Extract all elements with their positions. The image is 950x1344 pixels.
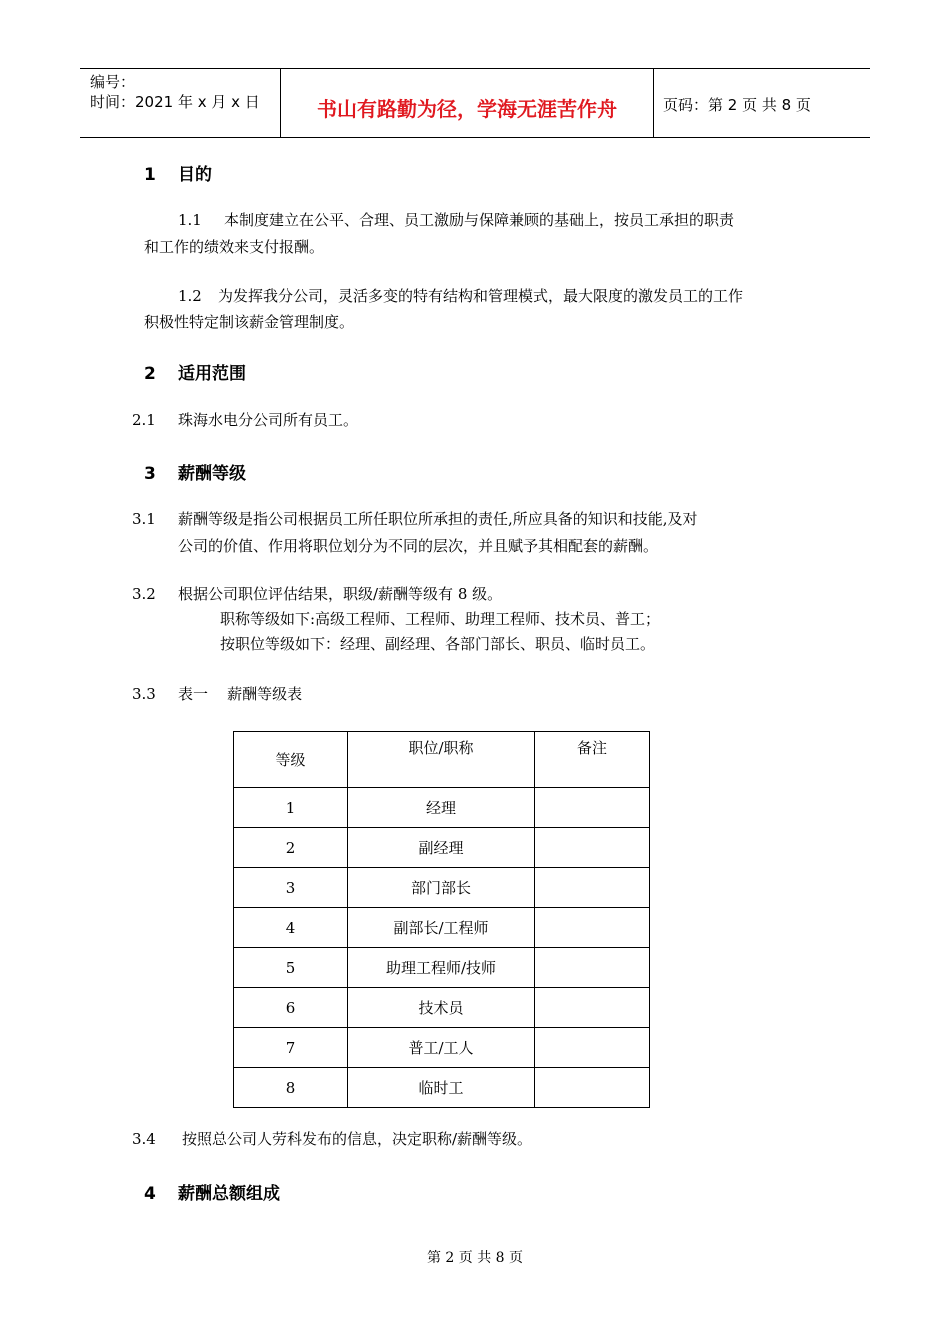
- header-position: 职位/职称: [348, 732, 535, 788]
- table-row: [234, 828, 650, 868]
- header-note: 备注: [535, 732, 650, 788]
- para-number: 3.1: [132, 510, 156, 528]
- table-row: [234, 908, 650, 948]
- position-cell: 经理: [348, 788, 535, 828]
- position-cell: 部门部长: [348, 868, 535, 908]
- table-caption: 表一 薪酬等级表: [178, 685, 303, 703]
- table-row: [234, 988, 650, 1028]
- note-cell: [535, 828, 650, 868]
- para-text: 珠海水电分公司所有员工。: [178, 411, 359, 429]
- grade-cell: 7: [234, 1028, 348, 1068]
- note-cell: [535, 948, 650, 988]
- date-line: 时间：2021 年 x 月 x 日: [90, 93, 260, 111]
- section-2-heading: [144, 359, 246, 384]
- salary-grade-table: [233, 731, 650, 1108]
- note-cell: [535, 1068, 650, 1108]
- para-3-1: [132, 509, 698, 529]
- para-3-4: [132, 1129, 532, 1149]
- document-header: [80, 68, 870, 138]
- grade-cell: 2: [234, 828, 348, 868]
- note-cell: [535, 868, 650, 908]
- grade-cell: 4: [234, 908, 348, 948]
- para-3-2-line3: 按职位等级如下：经理、副经理、各部门部长、职员、临时员工。: [220, 635, 656, 653]
- note-cell: [535, 1028, 650, 1068]
- table-row: [234, 788, 650, 828]
- table-row: [234, 948, 650, 988]
- position-cell: 助理工程师/技师: [348, 948, 535, 988]
- para-number: 3.2: [132, 585, 156, 603]
- grade-cell: 8: [234, 1068, 348, 1108]
- grade-cell: 5: [234, 948, 348, 988]
- header-meta-cell: [80, 69, 280, 137]
- para-number: 3.3: [132, 685, 156, 703]
- section-title: 目的: [178, 165, 212, 185]
- para-text: 为发挥我分公司，灵活多变的特有结构和管理模式，最大限度的激发员工的工作: [218, 287, 744, 305]
- page-footer: 第 2 页 共 8 页: [426, 1250, 524, 1266]
- section-title: 薪酬总额组成: [178, 1184, 280, 1204]
- position-cell: 临时工: [348, 1068, 535, 1108]
- para-1-1: [178, 210, 734, 230]
- table-header-row: [234, 732, 650, 788]
- header-motto-cell: [280, 69, 654, 137]
- para-3-3: [132, 684, 302, 704]
- section-title: 适用范围: [178, 364, 246, 384]
- note-cell: [535, 988, 650, 1028]
- table-row: [234, 1068, 650, 1108]
- para-number: 1.1: [178, 211, 202, 229]
- header-page-cell: [653, 69, 870, 137]
- para-3-1-cont: 公司的价值、作用将职位划分为不同的层次，并且赋予其相配套的薪酬。: [178, 537, 659, 555]
- para-number: 3.4: [132, 1130, 156, 1148]
- section-4-heading: [144, 1179, 280, 1204]
- para-text: 根据公司职位评估结果，职级/薪酬等级有 8 级。: [178, 585, 503, 603]
- para-3-2: [132, 584, 502, 604]
- position-cell: 副部长/工程师: [348, 908, 535, 948]
- para-text: 本制度建立在公平、合理、员工激励与保障兼顾的基础上，按员工承担的职责: [224, 211, 735, 229]
- para-text: 薪酬等级是指公司根据员工所任职位所承担的责任,所应具备的知识和技能,及对: [178, 510, 698, 528]
- motto: 书山有路勤为径，学海无涯苦作舟: [317, 97, 617, 121]
- section-number: 1: [144, 165, 156, 185]
- code-label: 编号：: [90, 73, 136, 91]
- para-3-2-line2: 职称等级如下:高级工程师、工程师、助理工程师、技术员、普工；: [220, 610, 661, 628]
- para-2-1: [132, 410, 358, 430]
- para-1-2-cont: 积极性特定制该薪金管理制度。: [144, 313, 355, 331]
- section-number: 3: [144, 464, 156, 484]
- para-number: 1.2: [178, 287, 202, 305]
- section-number: 4: [144, 1184, 156, 1204]
- para-1-1-cont: 和工作的绩效来支付报酬。: [144, 238, 325, 256]
- note-cell: [535, 908, 650, 948]
- table-row: [234, 868, 650, 908]
- section-number: 2: [144, 364, 156, 384]
- position-cell: 副经理: [348, 828, 535, 868]
- section-1-heading: [144, 160, 212, 185]
- position-cell: 普工/工人: [348, 1028, 535, 1068]
- position-cell: 技术员: [348, 988, 535, 1028]
- header-grade: 等级: [234, 732, 348, 788]
- grade-cell: 3: [234, 868, 348, 908]
- para-number: 2.1: [132, 411, 156, 429]
- para-1-2: [178, 286, 743, 306]
- grade-cell: 6: [234, 988, 348, 1028]
- grade-cell: 1: [234, 788, 348, 828]
- para-text: 按照总公司人劳科发布的信息，决定职称/薪酬等级。: [182, 1130, 533, 1148]
- section-title: 薪酬等级: [178, 464, 246, 484]
- page-info: 页码：第 2 页 共 8 页: [663, 96, 811, 114]
- section-3-heading: [144, 459, 246, 484]
- note-cell: [535, 788, 650, 828]
- table-row: [234, 1028, 650, 1068]
